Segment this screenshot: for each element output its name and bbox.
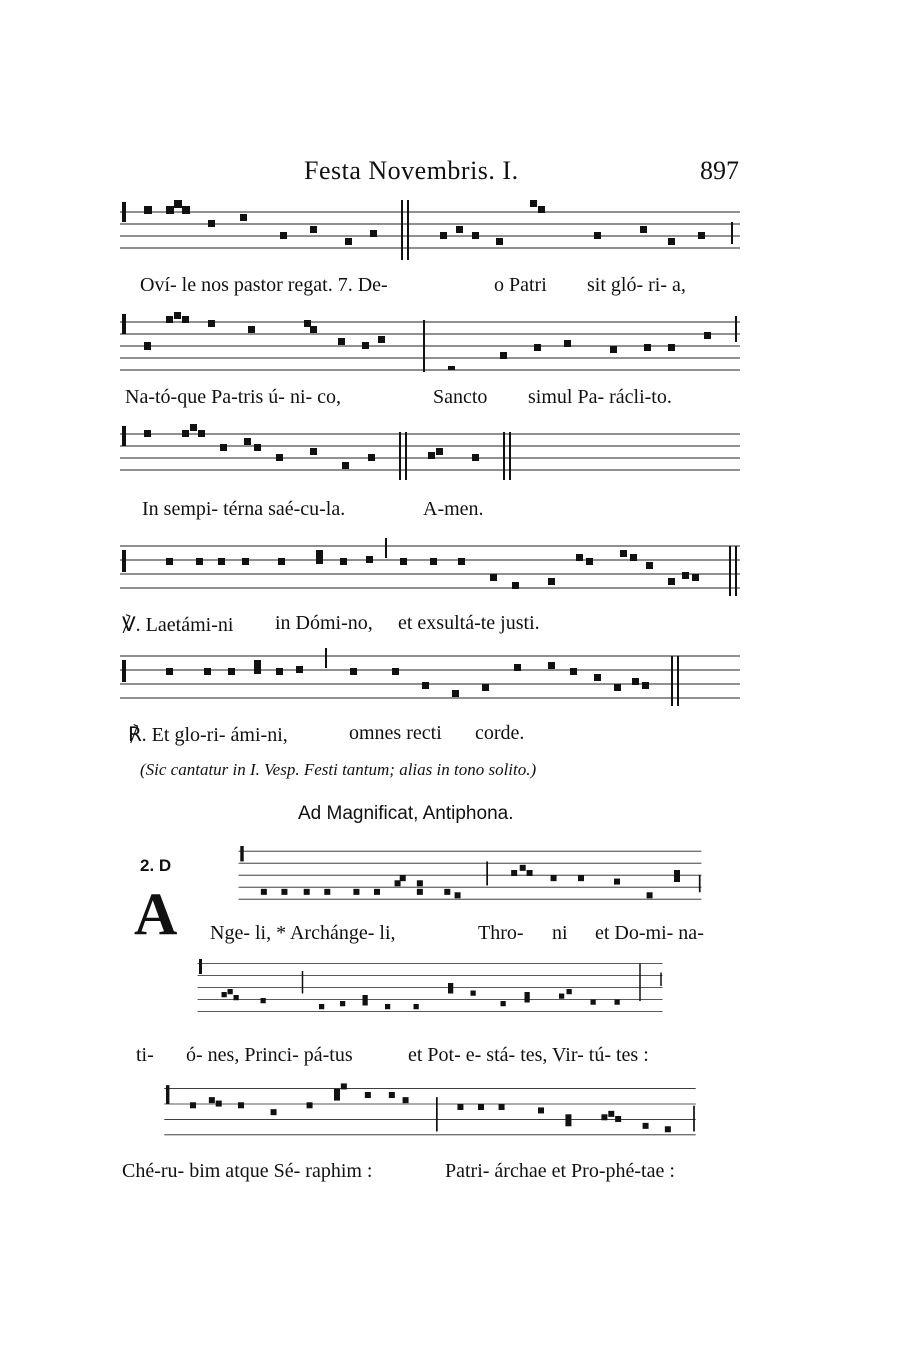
music-staff: [200, 846, 740, 906]
lyric-segment: corde.: [475, 722, 525, 744]
page-title: Festa Novembris. I.: [304, 156, 519, 185]
lyric-segment: et exsultá-te justi.: [398, 612, 540, 634]
lyric-segment: Thro-: [478, 922, 524, 944]
lyric-segment: ℣. Laetámi-ni: [122, 614, 234, 636]
music-staff: [120, 312, 740, 372]
music-staff: [120, 424, 740, 484]
section-heading: Ad Magnificat, Antiphona.: [298, 803, 514, 824]
lyric-segment: omnes recti: [349, 722, 442, 744]
music-staff: [120, 648, 740, 708]
lyric-segment: Ché-ru- bim atque Sé- raphim :: [122, 1160, 373, 1182]
lyric-segment: ℟. Et glo-ri- ámi-ni,: [128, 724, 288, 746]
lyric-segment: sit gló- ri- a,: [587, 274, 686, 296]
lyric-segment: Oví- le nos pastor regat. 7. De-: [140, 274, 388, 296]
drop-cap-initial: A: [134, 881, 178, 947]
lyric-segment: ti-: [136, 1044, 154, 1066]
lyric-segment: Nge- li, * Archánge- li,: [210, 922, 396, 944]
lyric-segment: simul Pa- rácli-to.: [528, 386, 672, 408]
music-staff: [120, 538, 740, 598]
lyric-segment: et Pot- e- stá- tes, Vir- tú- tes :: [408, 1044, 649, 1066]
lyric-segment: In sempi- térna saé-cu-la.: [142, 498, 346, 520]
lyric-segment: et Do-mi- na-: [595, 922, 704, 944]
lyric-segment: A-men.: [423, 498, 484, 520]
lyric-segment: Patri- árchae et Pro-phé-tae :: [445, 1160, 675, 1182]
lyric-segment: ni: [552, 922, 568, 944]
lyric-segment: Na-tó-que Pa-tris ú- ni- co,: [125, 386, 342, 408]
lyric-segment: in Dómi-no,: [275, 612, 373, 634]
lyric-segment: Sancto: [433, 386, 488, 408]
rubric-note: (Sic cantatur in I. Vesp. Festi tantum; alias in tono solito.): [140, 760, 537, 779]
mode-label: 2. D: [140, 856, 172, 875]
page-number: 897: [700, 156, 739, 185]
music-staff: [120, 200, 740, 260]
lyric-segment: ó- nes, Princi- pá-tus: [186, 1044, 353, 1066]
lyric-segment: o Patri: [494, 274, 547, 296]
music-staff: [120, 1080, 740, 1140]
music-staff: [120, 956, 740, 1016]
